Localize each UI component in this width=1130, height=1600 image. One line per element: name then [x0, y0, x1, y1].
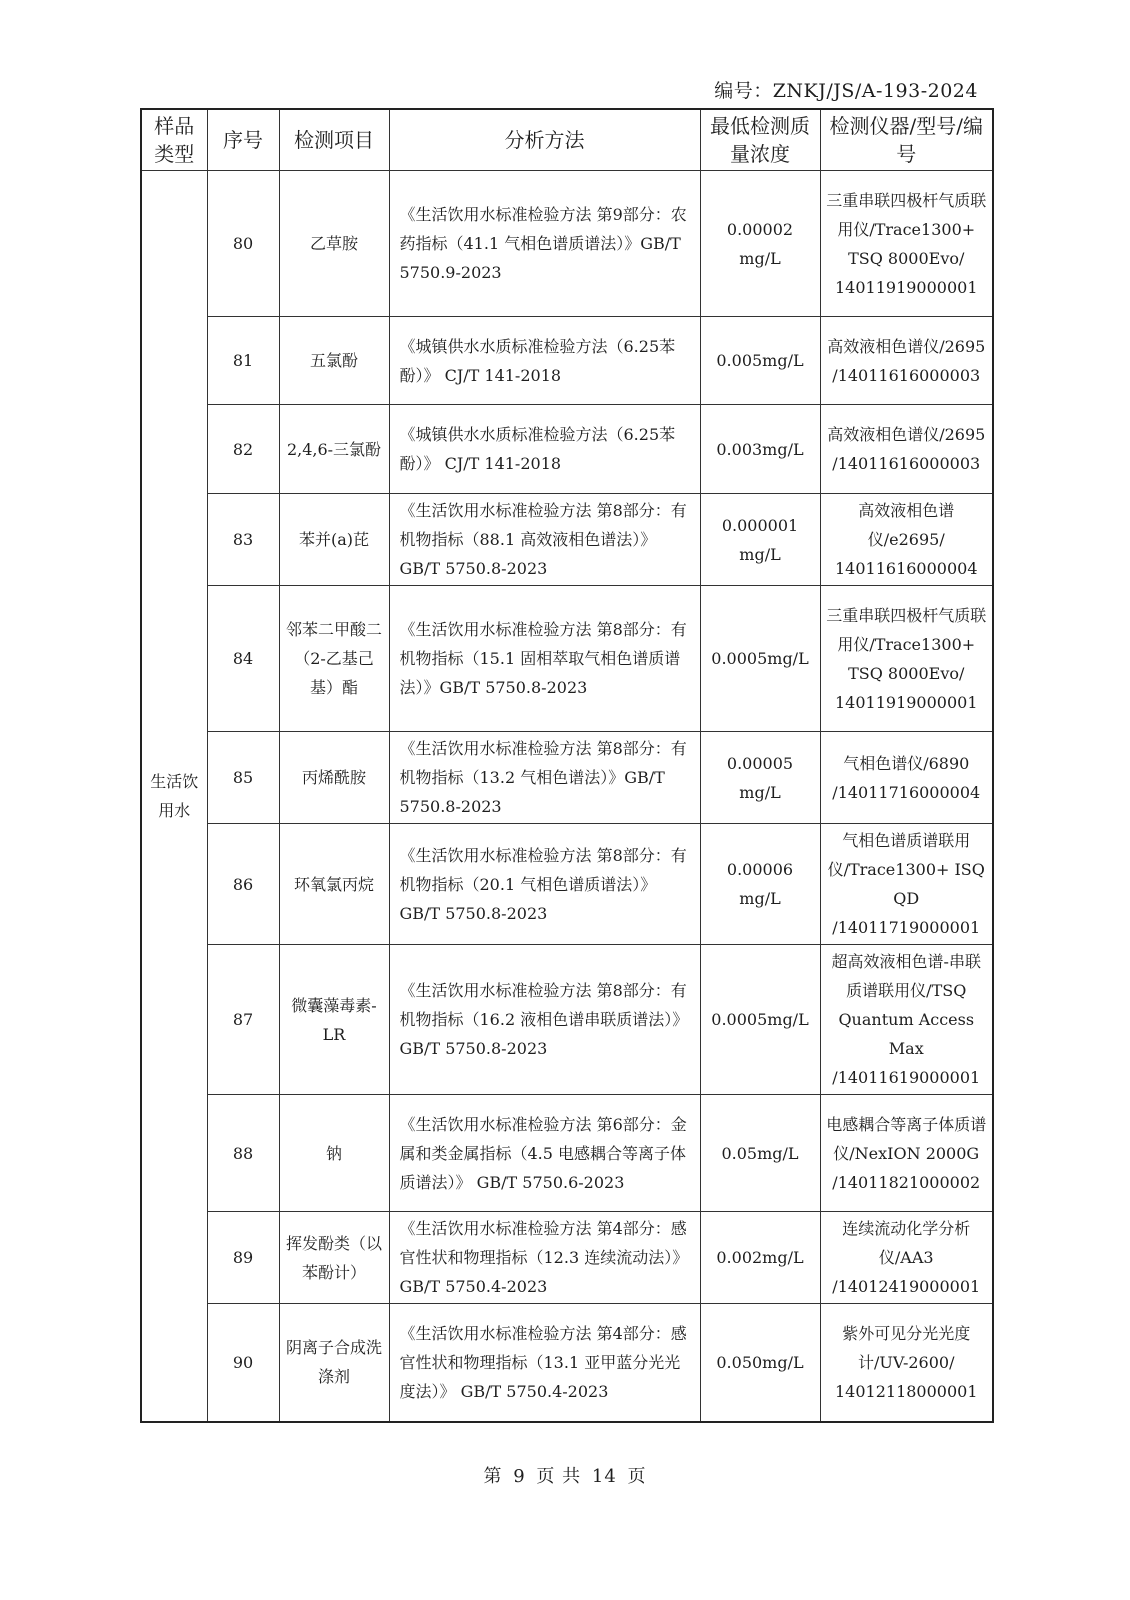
instrument-cell: 三重串联四极杆气质联用仪/Trace1300+ TSQ 8000Evo/ 14011919000001	[820, 171, 993, 317]
item-cell: 微囊藻毒素-LR	[279, 945, 389, 1095]
method-cell: 《生活饮用水标准检验方法 第8部分：有机物指标（88.1 高效液相色谱法）》GB/T 5750.8-2023	[389, 494, 700, 586]
item-cell: 阴离子合成洗涤剂	[279, 1304, 389, 1422]
table-row	[141, 494, 993, 586]
page-label-prefix: 第	[483, 1466, 503, 1487]
table-row	[141, 945, 993, 1095]
table-row	[141, 317, 993, 405]
instrument-cell: 连续流动化学分析仪/AA3 /14012419000001	[820, 1212, 993, 1304]
table-row	[141, 405, 993, 494]
seq-cell: 84	[207, 586, 279, 732]
item-cell: 丙烯酰胺	[279, 732, 389, 824]
seq-cell: 86	[207, 824, 279, 945]
min-conc-cell: 0.000001 mg/L	[700, 494, 820, 586]
instrument-cell: 紫外可见分光光度计/UV-2600/ 14012118000001	[820, 1304, 993, 1422]
page-footer	[0, 1462, 1130, 1488]
seq-cell: 88	[207, 1095, 279, 1212]
item-cell: 挥发酚类（以苯酚计）	[279, 1212, 389, 1304]
page-total: 14	[591, 1466, 617, 1487]
sample-type-cell: 生活饮用水	[141, 171, 207, 1422]
min-conc-cell: 0.050mg/L	[700, 1304, 820, 1422]
test-method-table	[140, 108, 994, 1423]
header-item: 检测项目	[279, 109, 389, 171]
item-cell: 邻苯二甲酸二（2-乙基己基）酯	[279, 586, 389, 732]
page-current: 9	[513, 1466, 526, 1487]
min-conc-cell: 0.0005mg/L	[700, 586, 820, 732]
table-row	[141, 1304, 993, 1422]
min-conc-cell: 0.003mg/L	[700, 405, 820, 494]
min-conc-cell: 0.00006 mg/L	[700, 824, 820, 945]
header-seq: 序号	[207, 109, 279, 171]
instrument-cell: 高效液相色谱仪/2695 /14011616000003	[820, 405, 993, 494]
table-row	[141, 1212, 993, 1304]
table-row	[141, 1095, 993, 1212]
instrument-cell: 三重串联四极杆气质联用仪/Trace1300+ TSQ 8000Evo/ 14011919000001	[820, 586, 993, 732]
header-sample-type: 样品类型	[141, 109, 207, 171]
table-header-row	[141, 109, 993, 171]
instrument-cell: 高效液相色谱仪/e2695/ 14011616000004	[820, 494, 993, 586]
method-cell: 《生活饮用水标准检验方法 第8部分：有机物指标（13.2 气相色谱法）》GB/T 5750.8-2023	[389, 732, 700, 824]
item-cell: 环氧氯丙烷	[279, 824, 389, 945]
item-cell: 2,4,6-三氯酚	[279, 405, 389, 494]
header-method: 分析方法	[389, 109, 700, 171]
table-row	[141, 732, 993, 824]
page-label-suffix: 页	[627, 1466, 647, 1487]
min-conc-cell: 0.05mg/L	[700, 1095, 820, 1212]
table-row	[141, 824, 993, 945]
method-cell: 《生活饮用水标准检验方法 第8部分：有机物指标（15.1 固相萃取气相色谱质谱法）》GB/T 5750.8-2023	[389, 586, 700, 732]
instrument-cell: 电感耦合等离子体质谱仪/NexION 2000G /14011821000002	[820, 1095, 993, 1212]
header-instrument: 检测仪器/型号/编号	[820, 109, 993, 171]
seq-cell: 87	[207, 945, 279, 1095]
seq-cell: 80	[207, 171, 279, 317]
instrument-cell: 气相色谱质谱联用仪/Trace1300+ ISQ QD /14011719000001	[820, 824, 993, 945]
instrument-cell: 超高效液相色谱-串联质谱联用仪/TSQ Quantum Access Max /14011619000001	[820, 945, 993, 1095]
item-cell: 五氯酚	[279, 317, 389, 405]
method-cell: 《城镇供水水质标准检验方法（6.25苯酚）》 CJ/T 141-2018	[389, 317, 700, 405]
seq-cell: 85	[207, 732, 279, 824]
document-number: 编号：ZNKJ/JS/A-193-2024	[714, 80, 978, 102]
min-conc-cell: 0.005mg/L	[700, 317, 820, 405]
item-cell: 钠	[279, 1095, 389, 1212]
instrument-cell: 气相色谱仪/6890 /14011716000004	[820, 732, 993, 824]
page-label-mid: 页 共	[536, 1466, 582, 1487]
item-cell: 苯并(a)芘	[279, 494, 389, 586]
method-cell: 《生活饮用水标准检验方法 第9部分：农药指标（41.1 气相色谱质谱法）》GB/T 5750.9-2023	[389, 171, 700, 317]
instrument-cell: 高效液相色谱仪/2695 /14011616000003	[820, 317, 993, 405]
header-min-conc: 最低检测质量浓度	[700, 109, 820, 171]
min-conc-cell: 0.0005mg/L	[700, 945, 820, 1095]
seq-cell: 89	[207, 1212, 279, 1304]
seq-cell: 81	[207, 317, 279, 405]
seq-cell: 82	[207, 405, 279, 494]
seq-cell: 83	[207, 494, 279, 586]
min-conc-cell: 0.00002 mg/L	[700, 171, 820, 317]
method-cell: 《城镇供水水质标准检验方法（6.25苯酚）》 CJ/T 141-2018	[389, 405, 700, 494]
method-cell: 《生活饮用水标准检验方法 第4部分：感官性状和物理指标（12.3 连续流动法）》GB/T 5750.4-2023	[389, 1212, 700, 1304]
method-cell: 《生活饮用水标准检验方法 第8部分：有机物指标（16.2 液相色谱串联质谱法）》GB/T 5750.8-2023	[389, 945, 700, 1095]
method-cell: 《生活饮用水标准检验方法 第8部分：有机物指标（20.1 气相色谱质谱法）》GB/T 5750.8-2023	[389, 824, 700, 945]
min-conc-cell: 0.002mg/L	[700, 1212, 820, 1304]
table-row	[141, 586, 993, 732]
method-cell: 《生活饮用水标准检验方法 第6部分：金属和类金属指标（4.5 电感耦合等离子体质谱法）》 GB/T 5750.6-2023	[389, 1095, 700, 1212]
table-row	[141, 171, 993, 317]
seq-cell: 90	[207, 1304, 279, 1422]
min-conc-cell: 0.00005 mg/L	[700, 732, 820, 824]
method-cell: 《生活饮用水标准检验方法 第4部分：感官性状和物理指标（13.1 亚甲蓝分光光度法）》 GB/T 5750.4-2023	[389, 1304, 700, 1422]
item-cell: 乙草胺	[279, 171, 389, 317]
